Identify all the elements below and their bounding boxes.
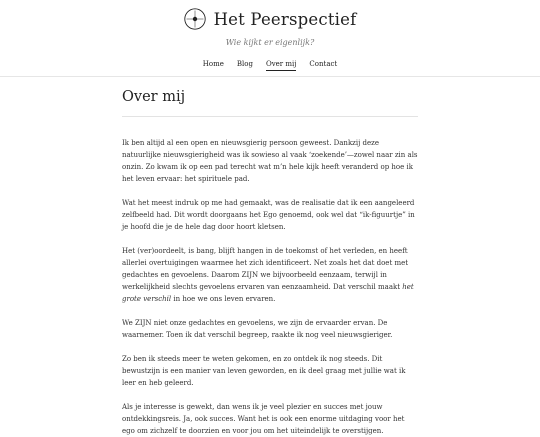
nav-item-about[interactable]: Over mij	[266, 60, 296, 71]
header-divider	[0, 76, 540, 77]
paragraph-3	[122, 245, 418, 305]
paragraph-3-emphasis: het grote verschil	[122, 283, 414, 303]
page-content	[122, 88, 418, 437]
main-navigation	[0, 60, 540, 71]
site-tagline: Wie kijkt er eigenlijk?	[225, 38, 315, 47]
nav-item-contact[interactable]: Contact	[309, 60, 338, 68]
paragraph-3-text-b: in hoe we ons leven ervaren.	[171, 295, 276, 303]
paragraph-6: Als je interesse is gewekt, dan wens ik je veel plezier en succes met jouw ontdekkingsreis. Ja, ook succes. Want het is ook een enorme uitdaging voor het ego om zichzelf te doorzien en voor jou om het uiteindelijk te overstijgen.	[122, 403, 405, 435]
paragraph-4: We ZIJN niet onze gedachtes en gevoelens, we zijn de ervaarder ervan. De waarnemer. Toen ik dat verschil begreep, raakte ik nog veel nieuwsgieriger.	[122, 319, 393, 339]
page-title: Over mij	[122, 89, 186, 105]
site-header	[0, 0, 540, 78]
paragraph-3-text-a: Het (ver)oordeelt, is bang, blijft hangen in de toekomst of het verleden, en heeft allerlei overtuigingen waarmee het zich identificeert. Net zoals het dat doet met gedachtes en gevoelens. Daarom ZIJN we bijvoorbeeld eenzaam, terwijl in werkelijkheid slechts gevoelens ervaren van eenzaamheid. Dat verschil maakt	[122, 247, 409, 291]
paragraph-2: Wat het meest indruk op me had gemaakt, was de realisatie dat ik een aangeleerd zelfbeeld had. Dit wordt doorgaans het Ego genoemd, ook wel dat “ik-figuurtje” in je hoofd die je de hele dag door hoort kletsen.	[122, 199, 415, 231]
site-branding[interactable]	[0, 8, 540, 30]
paragraph-1: Ik ben altijd al een open en nieuwsgierig persoon geweest. Dankzij deze natuurlijke nieuwsgierigheid was ik sowieso al vaak ‘zoekende’—zowel naar zin als onzin. Zo kwam ik op een pad terecht wat m’n hele kijk heeft veranderd op hoe ik het leven ervaar: het spirituele pad.	[122, 139, 418, 183]
compass-logo-icon	[184, 8, 206, 30]
nav-item-home[interactable]: Home	[202, 60, 224, 68]
nav-item-blog[interactable]: Blog	[236, 60, 253, 68]
title-divider	[122, 116, 418, 117]
paragraph-5: Zo ben ik steeds meer te weten gekomen, en zo ontdek ik nog steeds. Dit bewustzijn is een manier van leven geworden, en ik deel graag met jullie wat ik leer en heb geleerd.	[122, 355, 406, 387]
site-title[interactable]: Het Peerspectief	[213, 9, 357, 29]
